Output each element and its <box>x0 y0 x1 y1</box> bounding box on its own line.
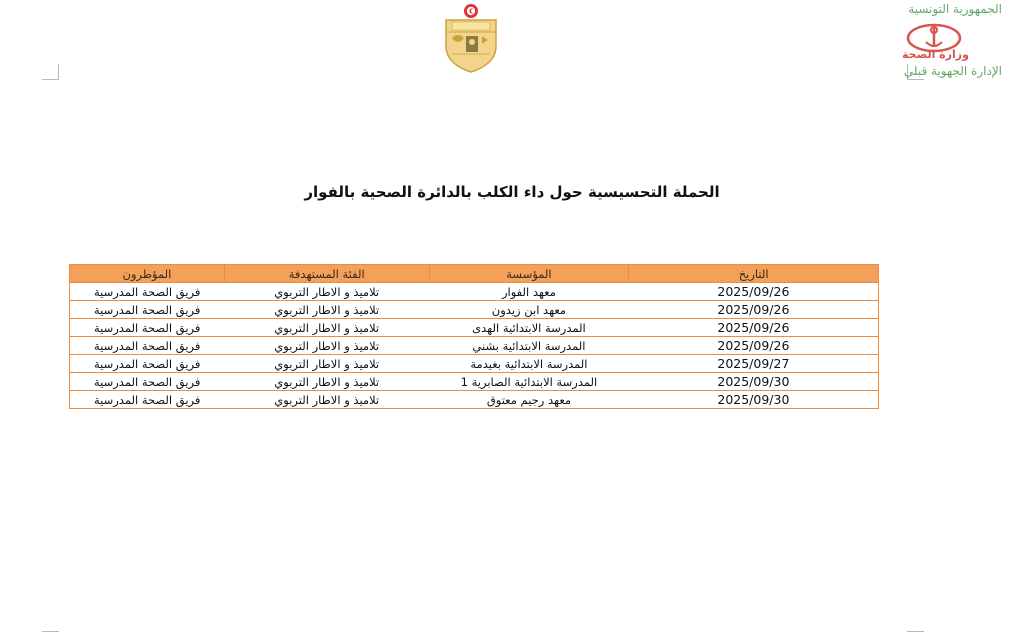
cell-date: 2025/09/30 <box>629 373 879 391</box>
table-row <box>70 301 879 319</box>
table-row <box>70 319 879 337</box>
ministry-header <box>882 0 1002 78</box>
cell-organizers: فريق الصحة المدرسية <box>70 373 225 391</box>
cell-target: تلاميذ و الاطار التربوي <box>224 301 429 319</box>
table-row <box>70 373 879 391</box>
cell-target: تلاميذ و الاطار التربوي <box>224 337 429 355</box>
table-header-row <box>70 265 879 283</box>
cell-institution: المدرسة الابتدائية بغيدمة <box>429 355 629 373</box>
cell-organizers: فريق الصحة المدرسية <box>70 283 225 301</box>
table-row <box>70 355 879 373</box>
cell-date: 2025/09/26 <box>629 337 879 355</box>
crop-mark-top-left-h <box>42 79 59 80</box>
cell-institution: معهد ابن زيدون <box>429 301 629 319</box>
page-title: الحملة التحسيسية حول داء الكلب بالدائرة الصحية بالفوار <box>304 183 720 201</box>
col-header-target: الفئة المستهدفة <box>224 265 429 283</box>
cell-date: 2025/09/30 <box>629 391 879 409</box>
cell-institution: معهد الفوار <box>429 283 629 301</box>
cell-organizers: فريق الصحة المدرسية <box>70 337 225 355</box>
coat-of-arms-icon <box>438 2 504 74</box>
cell-target: تلاميذ و الاطار التربوي <box>224 355 429 373</box>
crop-mark-bottom-left <box>42 631 59 632</box>
cell-institution: معهد رجيم معتوق <box>429 391 629 409</box>
cell-institution: المدرسة الابتدائية بشني <box>429 337 629 355</box>
cell-organizers: فريق الصحة المدرسية <box>70 355 225 373</box>
table-row <box>70 283 879 301</box>
table-row <box>70 337 879 355</box>
col-header-organizers: المؤطرون <box>70 265 225 283</box>
crop-mark-top-right-h <box>907 79 924 80</box>
cell-institution: المدرسة الابتدائية الصابرية 1 <box>429 373 629 391</box>
cell-date: 2025/09/26 <box>629 319 879 337</box>
cell-target: تلاميذ و الاطار التربوي <box>224 319 429 337</box>
cell-organizers: فريق الصحة المدرسية <box>70 319 225 337</box>
cell-date: 2025/09/26 <box>629 301 879 319</box>
col-header-institution: المؤسسة <box>429 265 629 283</box>
cell-target: تلاميذ و الاطار التربوي <box>224 373 429 391</box>
cell-date: 2025/09/26 <box>629 283 879 301</box>
col-header-date: التاريخ <box>629 265 879 283</box>
directorate-label: الإدارة الجهوية قبلي <box>903 64 1002 78</box>
cell-organizers: فريق الصحة المدرسية <box>70 391 225 409</box>
schedule-table <box>69 264 879 409</box>
table-row <box>70 391 879 409</box>
cell-institution: المدرسة الابتدائية الهدى <box>429 319 629 337</box>
crop-mark-bottom-right <box>907 631 924 632</box>
cell-organizers: فريق الصحة المدرسية <box>70 301 225 319</box>
ministry-label: وزارة الصحة <box>902 48 969 61</box>
republic-label: الجمهورية التونسية <box>908 2 1002 16</box>
cell-date: 2025/09/27 <box>629 355 879 373</box>
cell-target: تلاميذ و الاطار التربوي <box>224 391 429 409</box>
cell-target: تلاميذ و الاطار التربوي <box>224 283 429 301</box>
crop-mark-top-left <box>58 64 59 80</box>
